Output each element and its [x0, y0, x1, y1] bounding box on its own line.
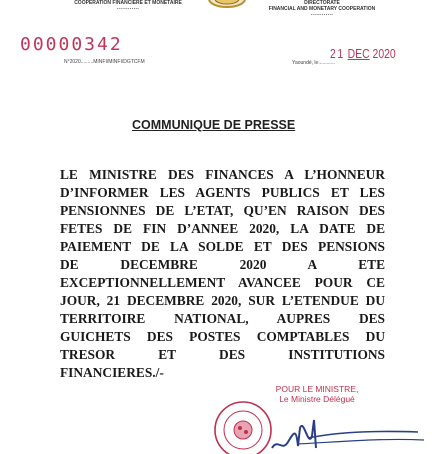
header-right [262, 0, 382, 17]
place-date-line: Yaoundé, le............ [292, 60, 335, 66]
body-line: TERRITOIRE NATIONAL, AUPRES DES [60, 311, 385, 326]
press-release-body [60, 166, 385, 382]
body-line: PENSIONNES DE L’ETAT, QU’EN RAISON DES [60, 203, 385, 218]
body-line: FINANCIERES./- [60, 365, 164, 380]
body-line: FETES DE FIN D’ANNEE 2020, LA DATE DE [60, 221, 385, 236]
body-line: EXCEPTIONNELLEMENT AVANCEE POUR CE [60, 275, 385, 290]
body-line: DE DECEMBRE 2020 A ETE [60, 257, 385, 272]
header-left [68, 0, 188, 11]
reference-number: 00000342 [20, 34, 123, 55]
body-line: GUICHETS DES POSTES COMPTABLES DU [60, 329, 385, 344]
body-line: JOUR, 21 DECEMBRE 2020, SUR L’ETENDUE DU [60, 293, 385, 308]
document-title: COMMUNIQUE DE PRESSE [132, 118, 296, 132]
header-left-text: COOPERATION FINANCIERE ET MONETAIRE [74, 0, 182, 6]
document-date [330, 46, 396, 61]
header-right-line2: FINANCIAL AND MONETARY COOPERATION [268, 6, 376, 12]
header-right-line1: DIRECTORATE [304, 0, 340, 6]
body-line: D’INFORMER LES AGENTS PUBLICS ET LES [60, 185, 385, 200]
date-month: DEC [347, 46, 370, 61]
body-line: LE MINISTRE DES FINANCES A L’HONNEUR [60, 167, 385, 182]
header-left-dots: ............ [116, 5, 140, 11]
signature-line-2: Le Ministre Délégué [279, 394, 355, 404]
signature-line-1: POUR LE MINISTRE, [275, 384, 359, 394]
date-day: 21 [330, 46, 345, 61]
handwritten-signature [268, 408, 428, 452]
coat-of-arms-emblem [206, 0, 248, 8]
body-line: TRESOR ET DES INSTITUTIONS [60, 347, 385, 362]
header-right-dots: ............ [310, 11, 334, 17]
body-line: PAIEMENT DE LA SOLDE ET DES PENSIONS [60, 239, 385, 254]
reference-code: N°2020.........MINFI/MINFI/DGTCFM [64, 59, 145, 65]
date-year: 2020 [372, 46, 396, 61]
